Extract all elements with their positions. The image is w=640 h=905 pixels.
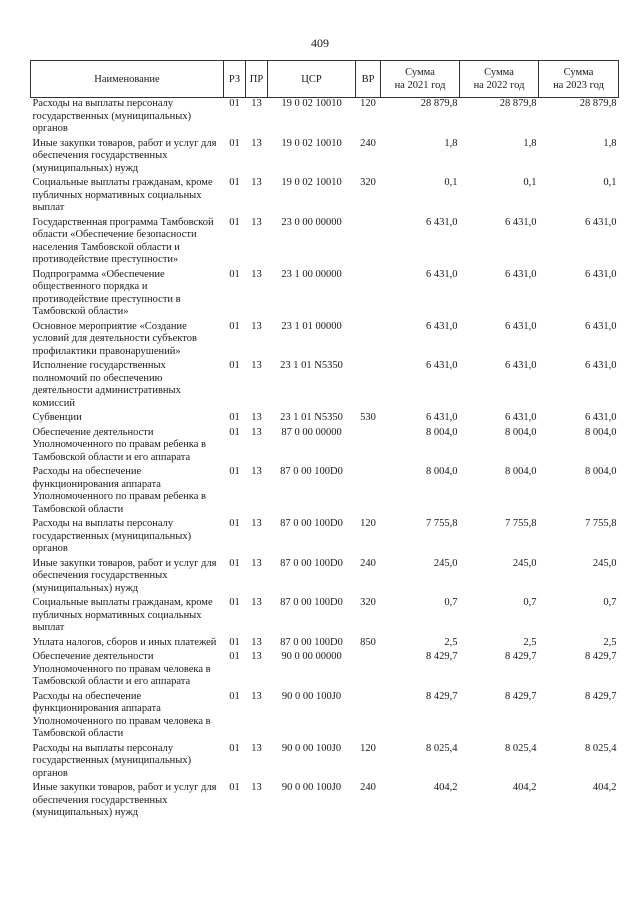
table-row [31,782,619,822]
table-row [31,637,619,652]
table-row [31,217,619,269]
row-vr: 240 [360,557,376,569]
row-sum-2023: 6 431,0 [585,320,617,332]
row-vr: 240 [360,782,376,793]
row-sum-2023: 7 755,8 [585,518,617,529]
row-sum-2022: 0,7 [523,597,537,608]
row-sum-2022: 8 004,0 [505,426,537,438]
row-name: Социальные выплаты гражданам, кроме публичных нормативных социальных выплат [32,177,213,213]
row-rz: 01 [229,651,240,662]
row-sum-2021: 6 431,0 [426,360,458,371]
row-sum-2022: 6 431,0 [505,360,537,371]
row-sum-2021: 404,2 [433,782,458,793]
row-vr [356,360,381,412]
page-number: 409 [311,36,329,50]
row-sum-2021: 1,8 [444,137,458,149]
row-sum-2023: 8 025,4 [585,742,617,754]
row-sum-2023: 28 879,8 [579,98,617,109]
row-vr: 120 [360,742,376,754]
row-pr: 13 [251,597,262,608]
header-sum-2023 [539,61,619,98]
row-pr: 13 [251,518,262,529]
row-name: Иные закупки товаров, работ и услуг для обеспечения государственных (муниципальных) нужд [32,137,217,174]
row-rz: 01 [229,782,240,793]
row-sum-2023: 0,7 [603,597,617,608]
row-sum-2021: 7 755,8 [426,518,458,529]
table-row [31,743,619,783]
row-sum-2021: 8 025,4 [426,742,458,754]
row-csr: 23 0 00 00000 [281,216,342,228]
row-pr: 13 [251,177,262,188]
row-name: Обеспечение деятельности Уполномоченного по правам ребенка в Тамбовской области и его аппарата [32,426,206,463]
row-vr [356,651,381,691]
row-pr: 13 [251,137,262,149]
table-header-row [31,61,619,98]
row-rz: 01 [229,426,240,438]
row-csr: 23 1 01 N5350 [280,412,343,423]
header-name: Наименование [31,61,224,98]
row-csr: 87 0 00 100D0 [280,636,343,648]
header-sum-2021-line1: Сумма [405,67,435,78]
table-row [31,177,619,217]
row-csr: 23 1 01 00000 [281,320,342,332]
header-sum-2022-line2: на 2022 год [473,80,525,91]
header-sum-2023-line2: на 2023 год [553,80,604,91]
row-sum-2022: 1,8 [523,137,537,149]
row-name: Иные закупки товаров, работ и услуг для обеспечения государственных (муниципальных) нужд [32,782,217,818]
row-vr: 320 [360,597,376,608]
row-sum-2021: 0,7 [444,597,458,608]
row-sum-2022: 6 431,0 [505,268,537,280]
row-csr: 19 0 02 10010 [281,98,342,109]
row-pr: 13 [251,98,262,109]
header-sum-2023-line1: Сумма [563,67,594,78]
row-name: Уплата налогов, сборов и иных платежей [32,636,217,648]
row-sum-2021: 6 431,0 [426,216,458,228]
row-csr: 19 0 02 10010 [281,177,342,188]
row-sum-2021: 2,5 [444,636,458,648]
row-rz: 01 [229,690,240,702]
row-sum-2021: 6 431,0 [426,412,458,423]
table-row [31,466,619,518]
row-csr: 90 0 00 100J0 [281,782,342,793]
table-row [31,651,619,691]
row-pr: 13 [251,742,262,754]
row-sum-2022: 7 755,8 [505,518,537,529]
row-name: Подпрограмма «Обеспечение общественного порядка и противодействие преступности в Тамбовской области» [32,268,181,317]
table-row [31,691,619,743]
row-sum-2022: 8 429,7 [505,690,537,702]
row-sum-2023: 1,8 [603,137,617,149]
row-sum-2021: 0,1 [444,177,458,188]
row-sum-2023: 8 004,0 [585,426,617,438]
header-sum-2021 [381,61,460,98]
row-sum-2021: 6 431,0 [426,320,458,332]
row-sum-2022: 8 004,0 [505,466,537,477]
row-pr: 13 [251,557,262,569]
row-csr: 87 0 00 100D0 [280,518,343,529]
row-rz: 01 [229,636,240,648]
table-row [31,558,619,598]
row-sum-2023: 6 431,0 [585,268,617,280]
row-rz: 01 [229,557,240,569]
table-row [31,98,619,138]
row-pr: 13 [251,782,262,793]
row-sum-2023: 245,0 [592,557,617,569]
row-sum-2022: 8 429,7 [505,651,537,662]
header-sum-2022-line1: Сумма [484,67,514,78]
row-name: Основное мероприятие «Создание условий для деятельности субъектов профилактики правонарушений» [32,320,197,357]
table-row [31,360,619,412]
header-rz: РЗ [224,61,246,98]
row-csr: 87 0 00 100D0 [280,557,343,569]
row-csr: 23 1 00 00000 [281,268,342,280]
row-sum-2021: 28 879,8 [420,98,458,109]
row-sum-2023: 8 429,7 [585,690,617,702]
row-rz: 01 [229,320,240,332]
row-sum-2021: 8 004,0 [426,426,458,438]
row-vr [356,466,381,518]
row-sum-2021: 6 431,0 [426,268,458,280]
row-vr [356,269,381,321]
row-sum-2023: 6 431,0 [585,360,617,371]
header-csr: ЦСР [268,61,356,98]
row-csr: 23 1 01 N5350 [280,360,343,371]
row-pr: 13 [251,636,262,648]
row-vr [356,321,381,361]
row-sum-2022: 245,0 [512,557,537,569]
row-sum-2022: 404,2 [512,782,537,793]
header-sum-2021-line2: на 2021 год [394,80,446,91]
row-sum-2023: 404,2 [592,782,617,793]
table-row [31,321,619,361]
row-sum-2022: 6 431,0 [505,412,537,423]
row-rz: 01 [229,177,240,188]
row-name: Исполнение государственных полномочий по обеспечению деятельности административных комиссий [32,360,181,409]
row-name: Расходы на выплаты персоналу государственных (муниципальных) органов [32,98,192,134]
table-row [31,412,619,427]
row-sum-2022: 6 431,0 [505,320,537,332]
row-name: Расходы на выплаты персоналу государственных (муниципальных) органов [32,518,192,554]
row-vr [356,217,381,269]
row-rz: 01 [229,742,240,754]
row-sum-2022: 28 879,8 [499,98,537,109]
row-name: Расходы на обеспечение функционирования аппарата Уполномоченного по правам человека в Тамбовской области [32,690,211,739]
row-vr: 120 [360,98,376,109]
row-name: Расходы на выплаты персоналу государственных (муниципальных) органов [32,742,192,779]
table-row [31,138,619,178]
row-name: Иные закупки товаров, работ и услуг для обеспечения государственных (муниципальных) нужд [32,557,217,594]
table-row [31,597,619,637]
row-csr: 87 0 00 00000 [281,426,342,438]
row-pr: 13 [251,690,262,702]
row-sum-2021: 8 004,0 [426,466,458,477]
row-pr: 13 [251,426,262,438]
row-vr: 530 [360,412,376,423]
row-csr: 90 0 00 100J0 [281,690,342,702]
header-vr: ВР [356,61,381,98]
row-rz: 01 [229,412,240,423]
row-pr: 13 [251,412,262,423]
table-row [31,518,619,558]
row-sum-2023: 0,1 [603,177,617,188]
row-pr: 13 [251,466,262,477]
row-name: Обеспечение деятельности Уполномоченного по правам человека в Тамбовской области и его аппарата [32,651,211,687]
row-pr: 13 [251,268,262,280]
row-vr: 120 [360,518,376,529]
row-vr [356,691,381,743]
row-sum-2021: 8 429,7 [426,690,458,702]
row-rz: 01 [229,466,240,477]
row-rz: 01 [229,216,240,228]
row-rz: 01 [229,360,240,371]
row-sum-2023: 6 431,0 [585,216,617,228]
table-row [31,427,619,467]
row-sum-2023: 6 431,0 [585,412,617,423]
row-sum-2023: 8 004,0 [585,466,617,477]
row-name: Государственная программа Тамбовской области «Обеспечение безопасности населения Тамбовской области и противодействие преступности» [32,216,214,265]
budget-table [30,60,619,822]
row-name: Социальные выплаты гражданам, кроме публичных нормативных социальных выплат [32,597,213,633]
row-name: Субвенции [32,412,82,423]
row-name: Расходы на обеспечение функционирования аппарата Уполномоченного по правам ребенка в Тамбовской области [32,466,206,515]
row-rz: 01 [229,518,240,529]
row-sum-2021: 8 429,7 [426,651,458,662]
row-sum-2021: 245,0 [433,557,458,569]
row-pr: 13 [251,216,262,228]
row-sum-2023: 2,5 [603,636,617,648]
row-sum-2022: 6 431,0 [505,216,537,228]
row-csr: 90 0 00 100J0 [281,742,342,754]
row-csr: 90 0 00 00000 [281,651,342,662]
row-vr: 850 [360,636,376,648]
table-row [31,269,619,321]
row-csr: 87 0 00 100D0 [280,466,343,477]
row-rz: 01 [229,137,240,149]
row-sum-2023: 8 429,7 [585,651,617,662]
row-sum-2022: 2,5 [523,636,537,648]
row-vr: 240 [360,137,376,149]
row-sum-2022: 0,1 [523,177,537,188]
row-csr: 87 0 00 100D0 [280,597,343,608]
row-vr [356,427,381,467]
row-pr: 13 [251,360,262,371]
row-rz: 01 [229,597,240,608]
row-csr: 19 0 02 10010 [281,137,342,149]
row-pr: 13 [251,320,262,332]
header-pr: ПР [246,61,268,98]
row-vr: 320 [360,177,376,188]
row-sum-2022: 8 025,4 [505,742,537,754]
table-body [31,98,619,822]
row-rz: 01 [229,268,240,280]
header-sum-2022 [460,61,539,98]
row-pr: 13 [251,651,262,662]
row-rz: 01 [229,98,240,109]
